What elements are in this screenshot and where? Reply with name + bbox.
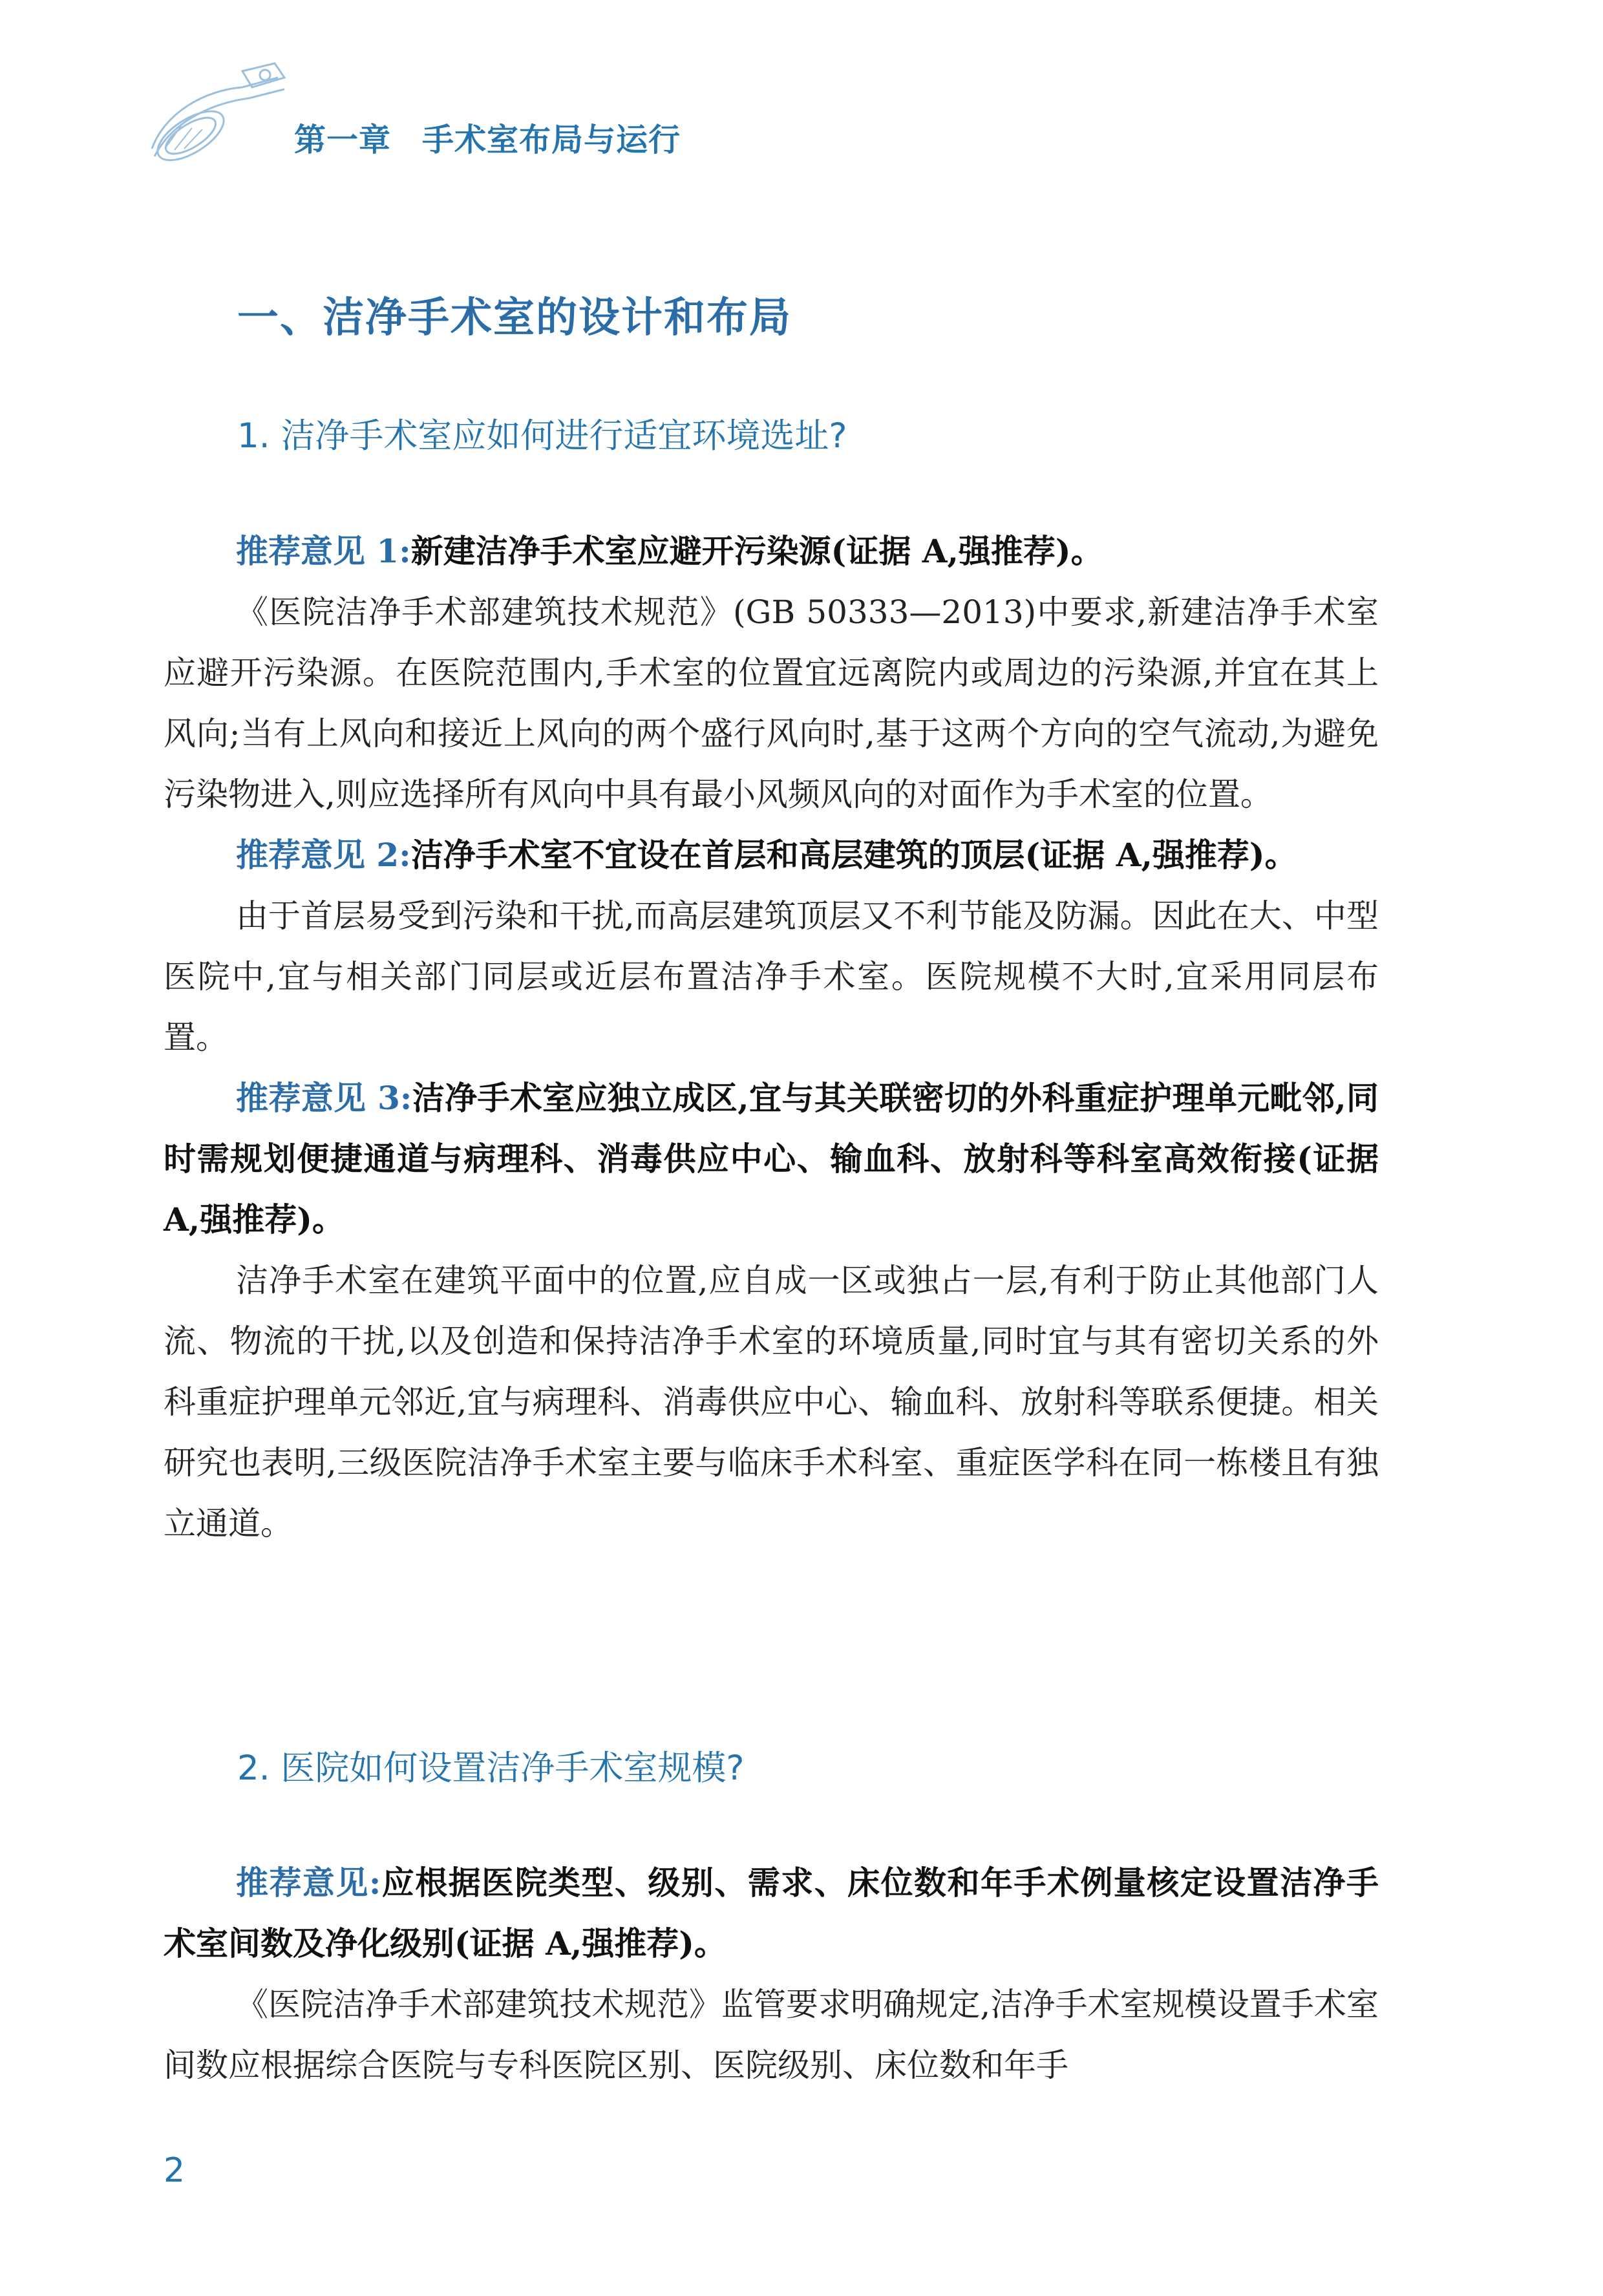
chapter-title: 手术室布局与运行	[422, 122, 681, 158]
recommendation-q2-body: 《医院洁净手术部建筑技术规范》监管要求明确规定,洁净手术室规模设置手术室间数应根据综合医院与专科医院区别、医院级别、床位数和年手	[164, 1986, 1379, 2084]
question-2-title: 2. 医院如何设置洁净手术室规模?	[237, 1749, 745, 1788]
recommendation-3-text: 洁净手术室应独立成区,宜与其关联密切的外科重症护理单元毗邻,同时需规划便捷通道与病理科、消毒供应中心、输血科、放射科等科室高效衔接(证据 A,强推荐)。	[164, 1079, 1379, 1238]
question-1-content	[164, 521, 1379, 1554]
recommendation-2	[164, 825, 1379, 886]
chapter-number: 第一章	[294, 122, 392, 158]
question-2-content	[164, 1853, 1379, 2096]
recommendation-q2-label: 推荐意见:	[236, 1864, 381, 1902]
recommendation-3	[164, 1068, 1379, 1250]
recommendation-1-body: 《医院洁净手术部建筑技术规范》(GB 50333—2013)中要求,新建洁净手术室应避开污染源。在医院范围内,手术室的位置宜远离院内或周边的污染源,并宜在其上风向;当有上风向和接近上风向的两个盛行风向时,基于这两个方向的空气流动,为避免污染物进入,则应选择所有风向中具有最小风频风向的对面作为手术室的位置。	[164, 593, 1379, 813]
recommendation-1-text: 新建洁净手术室应避开污染源(证据 A,强推荐)。	[410, 532, 1103, 570]
recommendation-1	[164, 521, 1379, 582]
recommendation-2-body: 由于首层易受到污染和干扰,而高层建筑顶层又不利节能及防漏。因此在大、中型医院中,宜与相关部门同层或近层布置洁净手术室。医院规模不大时,宜采用同层布置。	[164, 897, 1379, 1056]
recommendation-2-text: 洁净手术室不宜设在首层和高层建筑的顶层(证据 A,强推荐)。	[410, 836, 1297, 874]
chapter-header	[294, 115, 681, 160]
recommendation-3-body: 洁净手术室在建筑平面中的位置,应自成一区或独占一层,有利于防止其他部门人流、物流的干扰,以及创造和保持洁净手术室的环境质量,同时宜与其有密切关系的外科重症护理单元邻近,宜与病理科、消毒供应中心、输血科、放射科等联系便捷。相关研究也表明,三级医院洁净手术室主要与临床手术科室、重症医学科在同一栋楼且有独立通道。	[164, 1262, 1379, 1542]
question-1-title: 1. 洁净手术室应如何进行适宜环境选址?	[237, 416, 847, 456]
recommendation-q2	[164, 1853, 1379, 1974]
recommendation-3-label: 推荐意见 3:	[236, 1079, 412, 1117]
page-number: 2	[164, 2151, 186, 2190]
recommendation-2-label: 推荐意见 2:	[236, 836, 411, 874]
surgical-instrument-icon	[145, 52, 294, 165]
recommendation-1-label: 推荐意见 1:	[236, 532, 411, 570]
section-title: 一、洁净手术室的设计和布局	[237, 293, 792, 342]
recommendation-q2-text: 应根据医院类型、级别、需求、床位数和年手术例量核定设置洁净手术室间数及净化级别(证据 A,强推荐)。	[164, 1864, 1379, 1962]
